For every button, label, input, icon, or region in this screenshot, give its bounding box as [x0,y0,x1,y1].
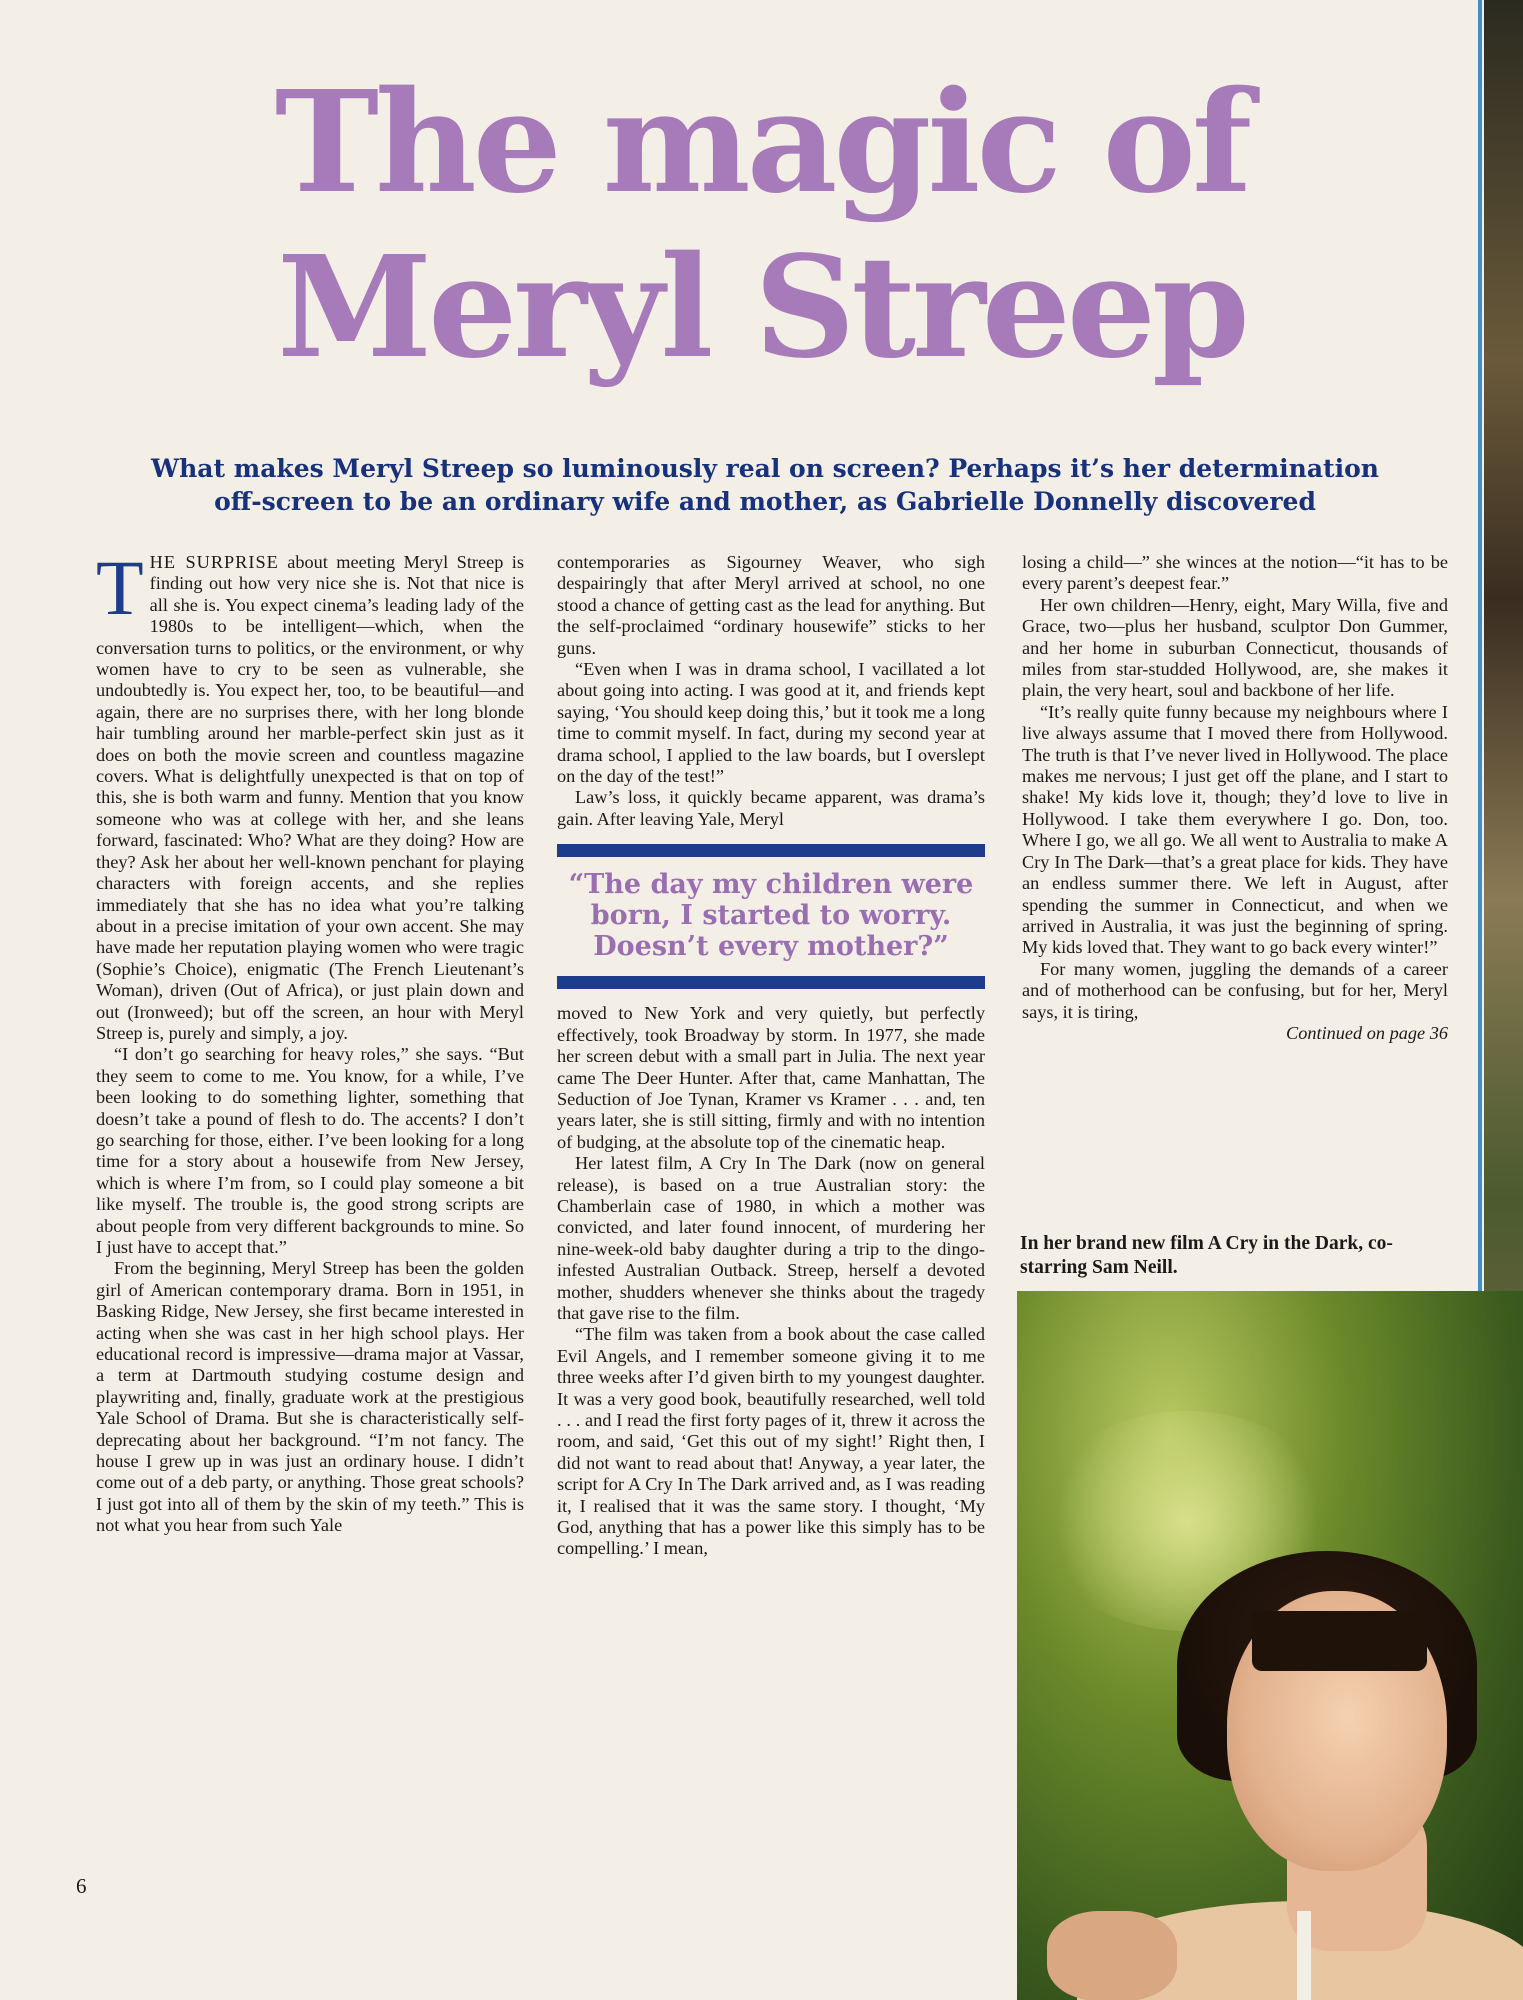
article-paragraph: From the beginning, Meryl Streep has been the golden girl of American contemporary drama. Born in 1951, in Basking Ridge, New Jersey, she first became interested in acting when she was cast in her high school plays. Her educational record is impressive—drama major at Vassar, a term at Dartmouth studying costume design and playwriting and, finally, graduate work at the prestigious Yale School of Drama. But she is characteristically self-deprecating about her background. “I’m not fancy. The house I grew up in was just an ordinary house. I didn’t come out of a deb party, or anything. Those great schools? I just got into all of them by the skin of my teeth.” This is not what you hear from such Yale [96,1258,524,1536]
article-column-1 [96,544,524,1537]
article-paragraph [96,544,524,1044]
pull-quote-bottom-bar [557,976,985,989]
article-paragraph: Her latest film, A Cry In The Dark (now on general release), is based on a true Australian story: the Chamberlain case of 1980, in which a mother was convicted, and later found innocent, of murdering her nine-week-old baby daughter during a trip to the dingo-infested Australian Outback. Streep, herself a devoted mother, shudders whenever she thinks about the tragedy that gave rise to the film. [557,1153,985,1323]
article-paragraph: “I don’t go searching for heavy roles,” she says. “But they seem to come to me. You know, for a while, I’ve been looking to do something lighter, something that doesn’t take a pound of flesh to do. The accents? I don’t go searching for those, either. I’ve been looking for a long time for a story about a housewife from New Jersey, which is where I’m from, so I could play someone a bit like myself. The trouble is, the good strong scripts are about people from very different backgrounds to mine. So I just have to accept that.” [96,1044,524,1257]
article-paragraph: Law’s loss, it quickly became apparent, was drama’s gain. After leaving Yale, Meryl [557,787,985,829]
article-paragraph: “Even when I was in drama school, I vacillated a lot about going into acting. I was good at it, and friends kept saying, ‘You should keep doing this,’ but it took me a long time to commit myself. In fact, during my second year at drama school, I applied to the law boards, but I overslept on the day of the test!” [557,659,985,787]
continued-note: Continued on page 36 [1286,1022,1448,1043]
article-paragraph: losing a child—” she winces at the notion—“it has to be every parent’s deepest fear.” [1022,552,1448,594]
drop-cap: T [96,544,144,631]
article-paragraph: Her own children—Henry, eight, Mary Willa, five and Grace, two—plus her husband, sculptor Don Gummer, and her home in suburban Connecticut, thousands of miles from star-studded Hollywood, are, she makes it plain, the very heart, soul and backbone of her life. [1022,594,1448,701]
standfirst-line-1: What makes Meryl Streep so luminously real on screen? Perhaps it’s her determination [151,454,1379,483]
paragraph-text: about meeting Meryl Streep is finding out how very nice she is. Not that nice is all she is. You expect cinema’s leading lady of the 1980s to be intelligent—which, when the conversation turns to politics, or the environment, or why women have to cry to be seen as vulnerable, she undoubtedly is. You expect her, too, to be beautiful—and again, there are no surprises there, with her long blonde hair tumbling around her marble-perfect skin just as it does on both the movie screen and countless magazine covers. What is delightfully unexpected is that on top of this, she is both warm and funny. Mention that you know someone who was at college with her, and she leans forward, fascinated: Who? What are they doing? How are they? Ask her about her well-known penchant for playing characters with foreign accents, and she replies immediately that she has no idea what you’re talking about in a precise imitation of your own accent. She may have made her reputation playing women who were tragic (Sophie’s Choice), enigmatic (The French Lieutenant’s Woman), driven (Out of Africa), or just plain down and out (Ironweed); but off the screen, an hour with Meryl Streep is, purely and simply, a joy. [96,552,524,1043]
page-number: 6 [76,1874,87,1898]
headline-line-1: The magic of [274,61,1249,225]
pull-quote-text: “The day my children were born, I started to worry. Doesn’t every mother?” [568,869,974,963]
lead-in-caps: HE SURPRISE [149,552,279,572]
pull-quote-top-bar [557,844,985,857]
headline-line-2: Meryl Streep [277,226,1246,390]
pull-quote [557,844,985,989]
article-paragraph: “The film was taken from a book about the case called Evil Angels, and I remember someone giving it to me three weeks after I’d given birth to my youngest daughter. It was a very good book, beautifully researched, well told . . . and I read the first forty pages of it, threw it across the room, and said, ‘Get this out of my sight!’ Right then, I did not want to read about that! Anyway, a year later, the script for A Cry In The Dark arrived and, as I was reading it, I realised that it was the same story. I thought, ‘My God, anything that has a power like this simply has to be compelling.’ I mean, [557,1324,985,1559]
photo-strap [1297,1911,1311,2000]
photo-fringe [1252,1611,1427,1671]
portrait-photo [1017,1291,1523,2000]
standfirst [90,452,1440,518]
standfirst-line-2: off-screen to be an ordinary wife and mother, as Gabrielle Donnelly discovered [214,487,1316,516]
article-column-3 [1022,552,1448,1044]
article-paragraph: contemporaries as Sigourney Weaver, who sigh despairingly that after Meryl arrived at school, no one stood a chance of getting cast as the lead for anything. But the self-proclaimed “ordinary housewife” sticks to her guns. [557,552,985,658]
article-paragraph: For many women, juggling the demands of a career and of motherhood can be confusing, but for her, Meryl says, it is tiring, [1022,958,1448,1022]
article-paragraph: moved to New York and very quietly, but perfectly effectively, took Broadway by storm. In 1977, she made her screen debut with a small part in Julia. The next year came The Deer Hunter. After that, came Manhattan, The Seduction of Joe Tynan, Kramer vs Kramer . . . and, ten years later, she is still sitting, firmly and with no intention of budging, at the absolute top of the cinematic heap. [557,1003,985,1152]
article-column-2 [557,552,985,1560]
photo-hand [1047,1911,1177,2000]
photo-caption: In her brand new film A Cry in the Dark, co-starring Sam Neill. [1020,1233,1393,1278]
article-paragraph: “It’s really quite funny because my neighbours where I live always assume that I moved there from Hollywood. The truth is that I’ve never lived in Hollywood. The place makes me nervous; I just get off the plane, and I start to shake! My kids love it, though; they’d love to live in Hollywood. I take them everywhere I go. Don, too. Where I go, we all go. We all went to Australia to make A Cry In The Dark—that’s a great place for kids. They have an endless summer there. We left in August, after spending the summer in Connecticut, and when we arrived in Australia, it was just the beginning of spring. My kids loved that. They want to go back every winter!” [1022,701,1448,958]
